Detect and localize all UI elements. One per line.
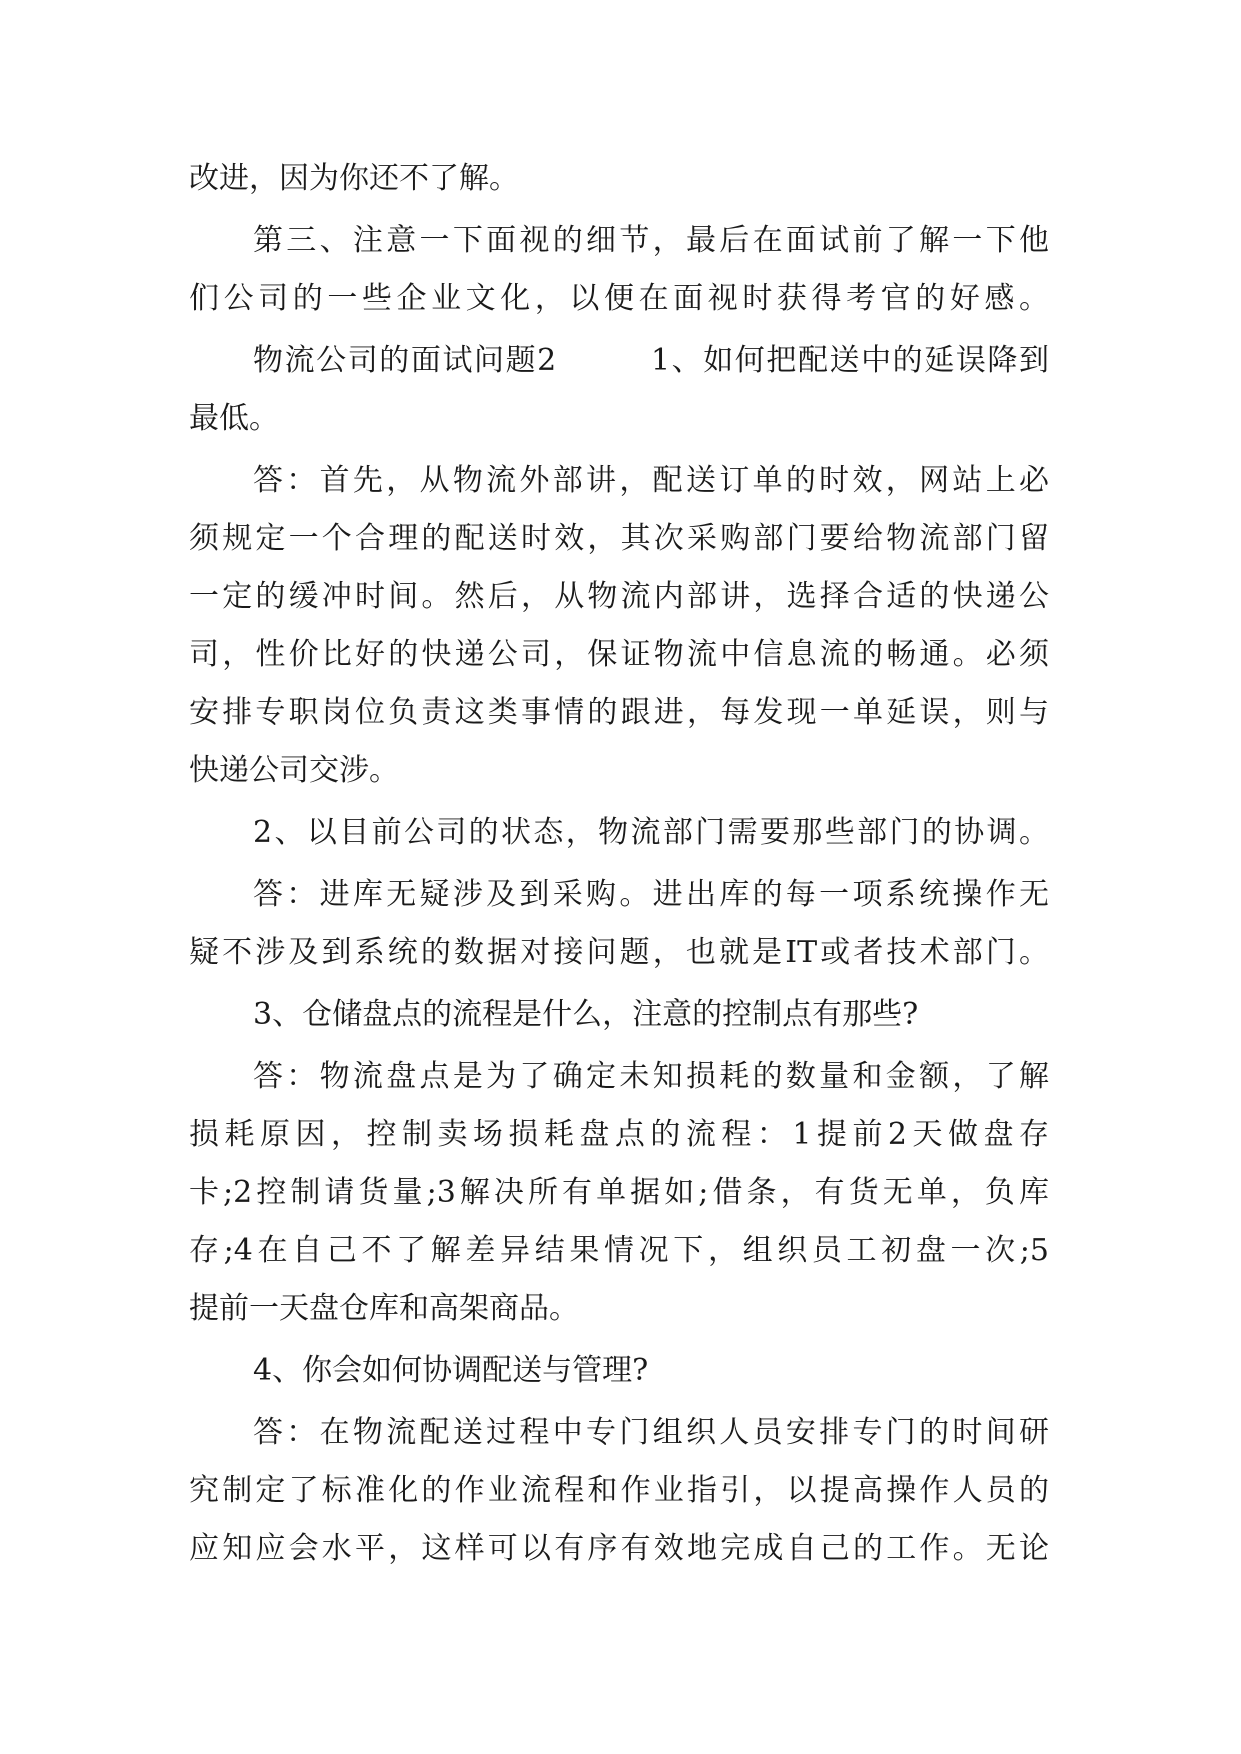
text-line: 疑不涉及到系统的数据对接问题，也就是IT或者技术部门。 bbox=[189, 935, 1049, 970]
text-line: 最低。 bbox=[189, 401, 279, 436]
text-line: 改进，因为你还不了解。 bbox=[189, 161, 519, 196]
answer-first-line: 答：进库无疑涉及到采购。进出库的每一项系统操作无 bbox=[253, 877, 1049, 912]
text-line: 快递公司交涉。 bbox=[189, 753, 399, 788]
answer-first-line: 答：首先，从物流外部讲，配送订单的时效，网站上必 bbox=[253, 463, 1049, 498]
document-body bbox=[189, 150, 1049, 1578]
text-line: 须规定一个合理的配送时效，其次采购部门要给物流部门留 bbox=[189, 521, 1049, 556]
text-line: 提前一天盘仓库和高架商品。 bbox=[189, 1291, 579, 1326]
text-line: 损耗原因，控制卖场损耗盘点的流程：1提前2天做盘存 bbox=[189, 1117, 1049, 1152]
text-line: 卡;2控制请货量;3解决所有单据如;借条，有货无单，负库 bbox=[189, 1175, 1049, 1210]
paragraph-first-line: 第三、注意一下面视的细节，最后在面试前了解一下他 bbox=[253, 223, 1049, 258]
question-line: 4、你会如何协调配送与管理? bbox=[253, 1353, 649, 1388]
answer-first-line: 答：在物流配送过程中专门组织人员安排专门的时间研 bbox=[253, 1415, 1049, 1450]
text-line: 究制定了标准化的作业流程和作业指引，以提高操作人员的 bbox=[189, 1473, 1049, 1508]
text-line: 一定的缓冲时间。然后，从物流内部讲，选择合适的快递公 bbox=[189, 579, 1049, 614]
answer-first-line: 答：物流盘点是为了确定未知损耗的数量和金额，了解 bbox=[253, 1059, 1049, 1094]
text-line: 安排专职岗位负责这类事情的跟进，每发现一单延误，则与 bbox=[189, 695, 1049, 730]
section-heading-line: 物流公司的面试问题2 1、如何把配送中的延误降到 bbox=[253, 343, 1049, 378]
question-line: 2、以目前公司的状态，物流部门需要那些部门的协调。 bbox=[253, 815, 1049, 850]
text-line: 应知应会水平，这样可以有序有效地完成自己的工作。无论 bbox=[189, 1531, 1049, 1566]
text-line: 们公司的一些企业文化，以便在面视时获得考官的好感。 bbox=[189, 281, 1049, 316]
text-line: 存;4在自己不了解差异结果情况下，组织员工初盘一次;5 bbox=[189, 1233, 1049, 1268]
question-line: 3、仓储盘点的流程是什么，注意的控制点有那些? bbox=[253, 997, 919, 1032]
text-line: 司，性价比好的快递公司，保证物流中信息流的畅通。必须 bbox=[189, 637, 1049, 672]
